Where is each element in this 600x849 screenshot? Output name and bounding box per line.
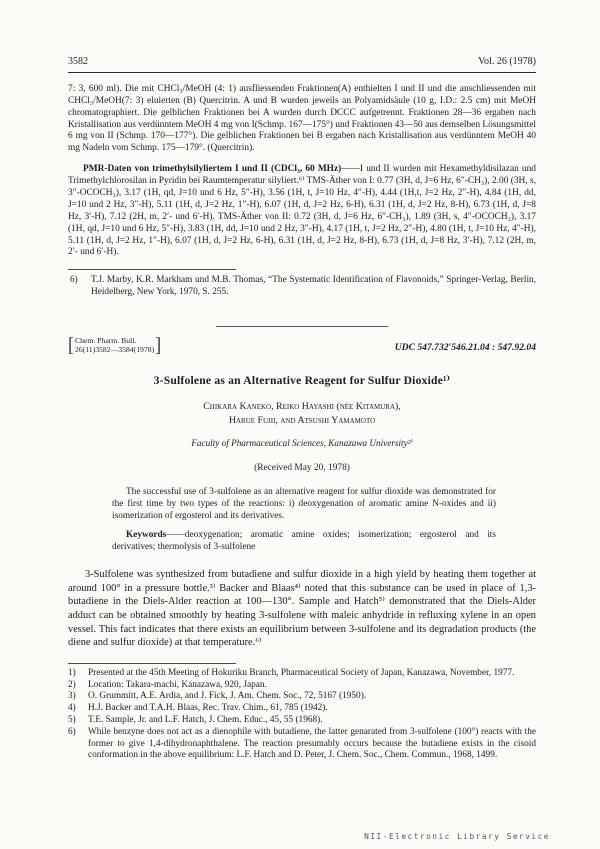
footnote-separator-top — [68, 269, 236, 270]
keywords-label: Keywords — [126, 529, 167, 540]
volume-label: Vol. 26 (1978) — [478, 56, 536, 67]
affiliation: Faculty of Pharmaceutical Sciences, Kanazawa University²⁾ — [191, 437, 413, 448]
left-bracket: [ — [68, 333, 74, 356]
footnote-item-5 — [68, 715, 536, 727]
footnote-number: 6) — [70, 275, 78, 286]
footnote-number: 3) — [68, 691, 76, 702]
right-bracket: ] — [155, 333, 162, 356]
footnote-item-3 — [68, 691, 536, 703]
keywords-text: ——deoxygenation; aromatic amine oxides; isomerization; ergosterol and its derivatives; thermolysis of 3-sulfolene — [112, 529, 496, 553]
pmr-body-text: ——I und II wurden mit Hexamethyldisilazan und Trimethylchlorosilan in Pyridin bei Raumtemperatur silyliert.⁶⁾ TMS-Äther von I: 0.77 (3H, d, J=6 Hz, 6″-CH₃), 2.00 (3H, s, 3″-OCOCH₃), 3.17 (1H, qd, J=10 und 6 Hz, 5″-H), 3.56 (1H, t, J=10 Hz, 4″-H), 4.44 (1H,t, J=2 Hz, 2″-H), 4.84 (1H, dd, J=10 und 2 Hz, 3″-H), 5.11 (1H, d, J=2 Hz, 1″-H), 6.07 (1H, d, J=2 Hz, 6-H), 6.31 (1H, d, J=2 Hz, 8-H), 6.73 (1H, d, J=8 Hz, 3′-H), 7.12 (2H, m, 2′- und 6′-H). TMS-Äther von II: 0.72 (3H, d, J=6 Hz, 6″-CH₃), 1.89 (3H, s, 4″-OCOCH₃), 3.17 (1H, qd, J=10 und 6 Hz, 5″-H), 3.83 (1H, dd, J=10 und 2 Hz, 3″-H), 4.17 (1H, t, J=2 Hz, 2″-H), 4.80 (1H, t, J=10 Hz, 4″-H), 5.11 (1H, d, J=2 Hz, 1″-H), 6.07 (1H, d, J=2 Hz, 6-H), 6.31 (1H, d, J=2 Hz, 8-H), 6.73 (1H, d, J=8 Hz, 3′-H), 7.12 (2H, m, 2′- und 6′-H). — [68, 164, 536, 258]
footnote-number: 6) — [68, 726, 76, 737]
citation-row — [68, 335, 536, 356]
citation-journal: Chem. Pharm. Bull. — [75, 336, 137, 346]
article-title: 3-Sulfolene as an Alternative Reagent for Sulfur Dioxide¹⁾ — [153, 374, 451, 388]
authors-line-2: Harue Fujii, and Atsushi Yamamoto — [228, 415, 376, 427]
footnote-6-block — [68, 275, 536, 299]
page-header — [68, 56, 536, 67]
abstract-text: The successful use of 3-sulfolene as an alternative reagent for sulfur dioxide was demonstrated for the first time by two types of the reactions: i) deoxygenation of aromatic amine N-oxides and ii) isomerization of ergosterol and its derivatives. — [112, 486, 496, 521]
footnote-text: While benzyne does not act as a dienophile with butadiene, the latter genarated from 3-sulfolene (100°) reacts with the former to give 1,4-dihydronaphthalene. The reaction presumably occurs because the butadiene exists in the cisoid conformation in the above equilibrium: L.F. Hatch and D. Peter, J. Chem. Soc., Chem. Commun., 1968, 1499. — [88, 726, 536, 761]
footnote-text: O. Grummitt, A.E. Ardia, and J. Fick, J. Am. Chem. Soc., 72, 5167 (1950). — [88, 691, 367, 702]
keywords-paragraph — [112, 529, 496, 553]
footnote-number: 4) — [68, 703, 76, 714]
body-paragraph: 3-Sulfolene was synthesized from butadiene and sulfur dioxide in a high yield by heating them together at around 100° in a pressure bottle.³⁾ Backer and Blaas⁴⁾ noted that this substance can be used in place of 1,3-butadiene in the Diels-Alder reaction at 100—130°. Sample and Hatch⁵⁾ demonstrated that the Diels-Alder adduct can be obtained smoothly by heating 3-sulfolene with maleic anhydride in refluxing xylene in an open vessel. This fact indicates that there exists an equilibrium between 3-sulfolene and its degradation products (the diene and sulfur dioxide) at that temperature.⁶⁾ — [68, 569, 536, 649]
footnote-separator-bottom — [68, 663, 236, 664]
footnote-item-2 — [68, 680, 536, 692]
footnote-item-1 — [68, 668, 536, 680]
page-number: 3582 — [68, 56, 88, 67]
footnote-text: Location: Takara-machi, Kanazawa, 920, Japan. — [88, 679, 267, 690]
footnote-text: T.E. Sample, Jr. and L.F. Hatch, J. Chem. Educ., 45, 55 (1968). — [88, 715, 323, 726]
footnote-text: H.J. Backer and T.A.H. Blaas, Rec. Trav. Chim., 61, 785 (1942). — [88, 703, 328, 714]
footnote-number: 2) — [68, 679, 76, 690]
footnotes-list — [68, 668, 536, 762]
article-divider-line — [216, 326, 388, 327]
pmr-lead-label: PMR-Daten von trimethylsilyliertem I und II (CDCl₃, 60 MHz) — [83, 164, 342, 175]
footnote-item-4 — [68, 703, 536, 715]
authors-line-1: Chikara Kaneko, Reiko Hayashi (née Kitamura), — [203, 401, 401, 413]
footnote-text: T.J. Marby, K.R. Markham und M.B. Thomas, “The Systematic Identification of Flavonoids,” Springer-Verlag, Berlin, Heidelberg, New York, 1970, S. 255. — [91, 275, 536, 297]
udc-code: UDC 547.732′546.21.04 : 547.92.04 — [394, 341, 536, 353]
journal-citation-box — [68, 335, 161, 356]
nii-library-watermark: NII-Electronic Library Service — [364, 832, 550, 841]
footnote-number: 5) — [68, 715, 76, 726]
citation-volume-pages: 26(11)3582—3584(1978) — [75, 345, 155, 355]
previous-article-paragraph: 7: 3, 600 ml). Die mit CHCl₃/MeOH (4: 1) ausfliessenden Fraktionen(A) enthielten I und II und die anschliessenden mit CHCl₃/MeOH(7: 3) eluierten (B) Quercitrin. A und B wurden jeweils an Polyamidsäule (10 g, I.D.: 2.5 cm) mit MeOH chromatographiert. Die gelblichen Fraktionen bei A wurden durch DCCC aufgetrennt. Fraktionen 28—36 ergaben nach Kristallisation aus verdünntem MeOH 4 mg von I(Schmp. 167—175°) und Fraktionen 43—50 aus demselben Lösungsmittel 6 mg von II (Schmp. 170—177°). Die gelblichen Fraktionen bei B ergaben nach Kristallisation aus verdünntem MeOH 40 mg Nadeln vom Schmp. 175—179°. (Quercitrin). — [68, 84, 537, 154]
authors-block — [68, 400, 536, 429]
received-date: (Received May 20, 1978) — [254, 462, 350, 473]
pmr-data-paragraph — [68, 164, 536, 259]
footnote-text: Presented at the 45th Meeting of Hokuriku Branch, Pharmaceutical Society of Japan, Kanazawa, November, 1977. — [88, 667, 515, 678]
footnote-item-6 — [68, 727, 536, 762]
abstract-block — [112, 486, 496, 553]
footnote-item — [68, 275, 536, 299]
header-rule — [68, 72, 536, 73]
footnote-number: 1) — [68, 667, 76, 678]
